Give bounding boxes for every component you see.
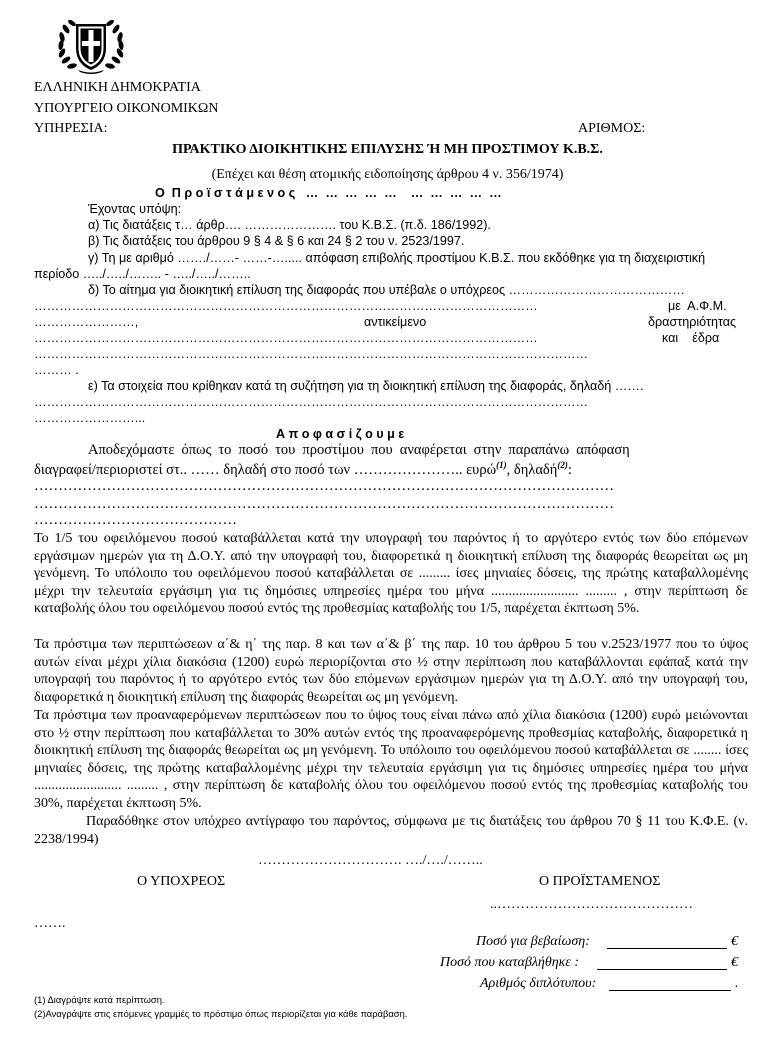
decide-line2-text: διαγραφεί/περιοριστεί στ.. …… δηλαδή στο ποσό των ………………….. ευρώ bbox=[34, 461, 497, 478]
considering-d-line1: δ) Το αίτημα για διοικητική επίλυση της διαφοράς που υπέβαλε ο υπόχρεος …………………………………… bbox=[88, 283, 685, 297]
considering-d-seat: και έδρα bbox=[662, 331, 720, 345]
paid-amount-field bbox=[597, 969, 727, 970]
footnote-ref-1: (1) bbox=[496, 460, 507, 470]
considering-b: β) Τις διατάξεις του άρθρου 9 § 4 & § 6 και 24 § 2 του ν. 2523/1997. bbox=[88, 234, 465, 248]
duplicate-number-label: Αριθμός διπλότυπου: bbox=[480, 976, 597, 991]
considering-d-line4: ………………………………………………………………………………………………………… bbox=[34, 331, 538, 345]
considering-d-line5: …………………………………………………………………………………………………………………… bbox=[34, 347, 589, 361]
paid-amount-label: Ποσό που καταβλήθηκε : bbox=[440, 955, 580, 970]
footnote-ref-2: (2) bbox=[557, 460, 568, 470]
considering-c-line2: περίοδο …../…../…….. - …../…../…….. bbox=[34, 267, 251, 281]
considering-e-line2: …………………………………………………………………………………………………………………… bbox=[34, 395, 589, 409]
head-signature-dots: ..…………………………………… bbox=[490, 897, 693, 912]
considering-c-line1: γ) Τη με αριθμό ……./……- ……-…..... απόφαση επιβολής προστίμου Κ.Β.Σ. που εκδόθηκε για τη διαχειριστική bbox=[88, 251, 706, 265]
head-of-office-line: Ο Π ρ ο ϊ σ τ ά μ ε ν ο ς … … … … … … … … … … bbox=[155, 186, 502, 200]
service-label: ΥΠΗΡΕΣΙΑ: bbox=[34, 121, 108, 136]
duplicate-number-end: . bbox=[735, 976, 739, 991]
installments-paragraph: Το 1/5 του οφειλόμενου ποσού καταβάλλεται κατά την υπογραφή του παρόντος ή το αργότερο εντός των δύο επόμενων εργάσιμων ημερών για τη Δ.Ο.Υ. από την υπογραφή του, διαφορετικά η διοικητική επίλυση της διαφοράς θεωρείται ως μη γενόμενη. Το υπόλοιπο του οφειλόμενου ποσού καταβάλλεται σε ......... ίσες μηνιαίες δόσεις, της πρώτης καταβαλλομένης μέχρι την τελευταία εργάσιμη για τις δημόσιες υπηρεσίες ημέρα του μήνα ......................... ......... , στην περίπτωση δε καταβολής όλου του οφειλόμενου ποσού εντός της προθεσμίας καταβολής του 1/5, παρέχεται έκπτωση 5%. bbox=[34, 531, 748, 617]
ministry-heading: ΥΠΟΥΡΓΕΙΟ ΟΙΚΟΝΟΜΙΚΩΝ bbox=[34, 101, 219, 116]
decide-line2-end: : bbox=[567, 461, 572, 478]
decide-dots-4: …………………………………… bbox=[34, 512, 237, 528]
date-line: …………………………. …./…./…….. bbox=[258, 853, 483, 868]
duplicate-number-field bbox=[609, 990, 731, 991]
decide-line2-mid: , δηλαδή bbox=[506, 461, 558, 478]
fines-reduction-paragraph: Τα πρόστιμα των περιπτώσεων α΄& η΄ της παρ. 8 και των α΄& β΄ της παρ. 10 του άρθρου 5 του ν.2523/1977 που το ύψος αυτών είναι μέχρι χίλια διακόσια (1200) ευρώ περιορίζονται στο ½ στην περίπτωση που καταβάλλονται εφάπαξ κατά την υπογραφή του παρόντος ή το αργότερο εντός των δύο επόμενων εργάσιμων ημερών για τη Δ.Ο.Υ. από την υπογραφή του, διαφορετικά η διοικητική επίλυση της διαφοράς θεωρείται ως μη γενόμενη. bbox=[34, 637, 748, 705]
considering-d-line3-right: δραστηριότητας bbox=[648, 315, 737, 329]
considering-d-afm: με Α.Φ.Μ. bbox=[668, 299, 727, 313]
republic-heading: ΕΛΛΗΝΙΚΗ ΔΗΜΟΚΡΑΤΙΑ bbox=[34, 80, 201, 95]
paid-euro-sign: € bbox=[731, 955, 738, 970]
decide-line1: Αποδεχόμαστε όπως το ποσό του προστίμου που αναφέρεται στην παραπάνω απόφαση bbox=[88, 442, 630, 458]
decide-heading: Α π ο φ α σ ί ζ ο υ μ ε bbox=[276, 427, 405, 441]
fines-over-limit-paragraph: Τα πρόστιμα των προαναφερόμενων περιπτώσεων που το ύψος τους είναι πάνω από χίλια διακόσια (1200) ευρώ μειώνονται στο ½ στην περίπτωση που καταβάλλεται το 30% αυτών εντός της προαναφερόμενης προθεσμίας καταβολής, διαφορετικά η διοικητική επίλυση της διαφοράς θεωρείται ως μη γενόμενη. Το υπόλοιπο του οφειλόμενου ποσού καταβάλλεται σε ........ ίσες μηνιαίες δόσεις, της πρώτης καταβαλλομένης μέχρι την τελευταία εργάσιμη για τις δημόσιες υπηρεσίες ημέρα του μήνα ......................... ......... , στην περίπτωση δε καταβολής όλου του οφειλόμενου ποσού εντός της προθεσμίας καταβολής του 30%, παρέχεται έκπτωση 5%. bbox=[34, 708, 748, 811]
footnote-2: (2)Αναγράψτε στις επόμενες γραμμές το πρόστιμο όπως περιορίζεται για κάθε παράβαση. bbox=[34, 1008, 408, 1019]
considering-d-line2: ………………………………………………………………………………………………………… bbox=[34, 299, 538, 313]
considering-label: Έχοντας υπόψη: bbox=[88, 202, 182, 216]
considering-a: α) Τις διατάξεις τ… άρθρ…. …………………. του Κ.Β.Σ. (π.δ. 186/1992). bbox=[88, 218, 491, 232]
obligor-signature-label: Ο ΥΠΟΧΡΕΟΣ bbox=[137, 874, 226, 889]
number-label: ΑΡΙΘΜΟΣ: bbox=[578, 121, 646, 136]
considering-e-line1: ε) Τα στοιχεία που κρίθηκαν κατά τη συζήτηση για τη διοικητική επίλυση της διαφοράς, δηλαδή ……. bbox=[88, 379, 644, 393]
delivery-paragraph: Παραδόθηκε στον υπόχρεο αντίγραφο του παρόντος, σύμφωνα με τις διατάξεις του άρθρου 70 § 11 του Κ.Φ.Ε. (ν. 2238/1994) bbox=[34, 814, 748, 847]
certified-amount-field bbox=[607, 948, 727, 949]
document-title: ΠΡΑΚΤΙΚΟ ΔΙΟΙΚΗΤΙΚΗΣ ΕΠΙΛΥΣΗΣ Ή ΜΗ ΠΡΟΣΤΙΜΟΥ Κ.Β.Σ. bbox=[172, 142, 603, 157]
considering-d-line6: ……… . bbox=[34, 363, 79, 377]
decide-dots-3: ………………………………………………………………………………………………………… bbox=[34, 496, 614, 512]
greek-coat-of-arms-icon bbox=[48, 14, 134, 76]
certified-amount-label: Ποσό για βεβαίωση: bbox=[476, 934, 590, 949]
considering-e-line3: ……………………... bbox=[34, 411, 146, 425]
head-signature-label: Ο ΠΡΟΪΣΤΑΜΕΝΟΣ bbox=[539, 874, 661, 889]
considering-d-line3-mid: αντικείμενο bbox=[364, 315, 427, 329]
obligor-signature-dots: ……. bbox=[34, 916, 66, 931]
considering-d-line3-left: ……………………, bbox=[34, 315, 139, 329]
certified-euro-sign: € bbox=[731, 934, 738, 949]
footnote-1: (1) Διαγράψτε κατά περίπτωση. bbox=[34, 994, 165, 1005]
decide-dots-2: ………………………………………………………………………………………………………… bbox=[34, 478, 614, 494]
decide-line2 bbox=[34, 460, 572, 479]
document-subtitle: (Επέχει και θέση ατομικής ειδοποίησης άρθρου 4 ν. 356/1974) bbox=[211, 167, 564, 182]
